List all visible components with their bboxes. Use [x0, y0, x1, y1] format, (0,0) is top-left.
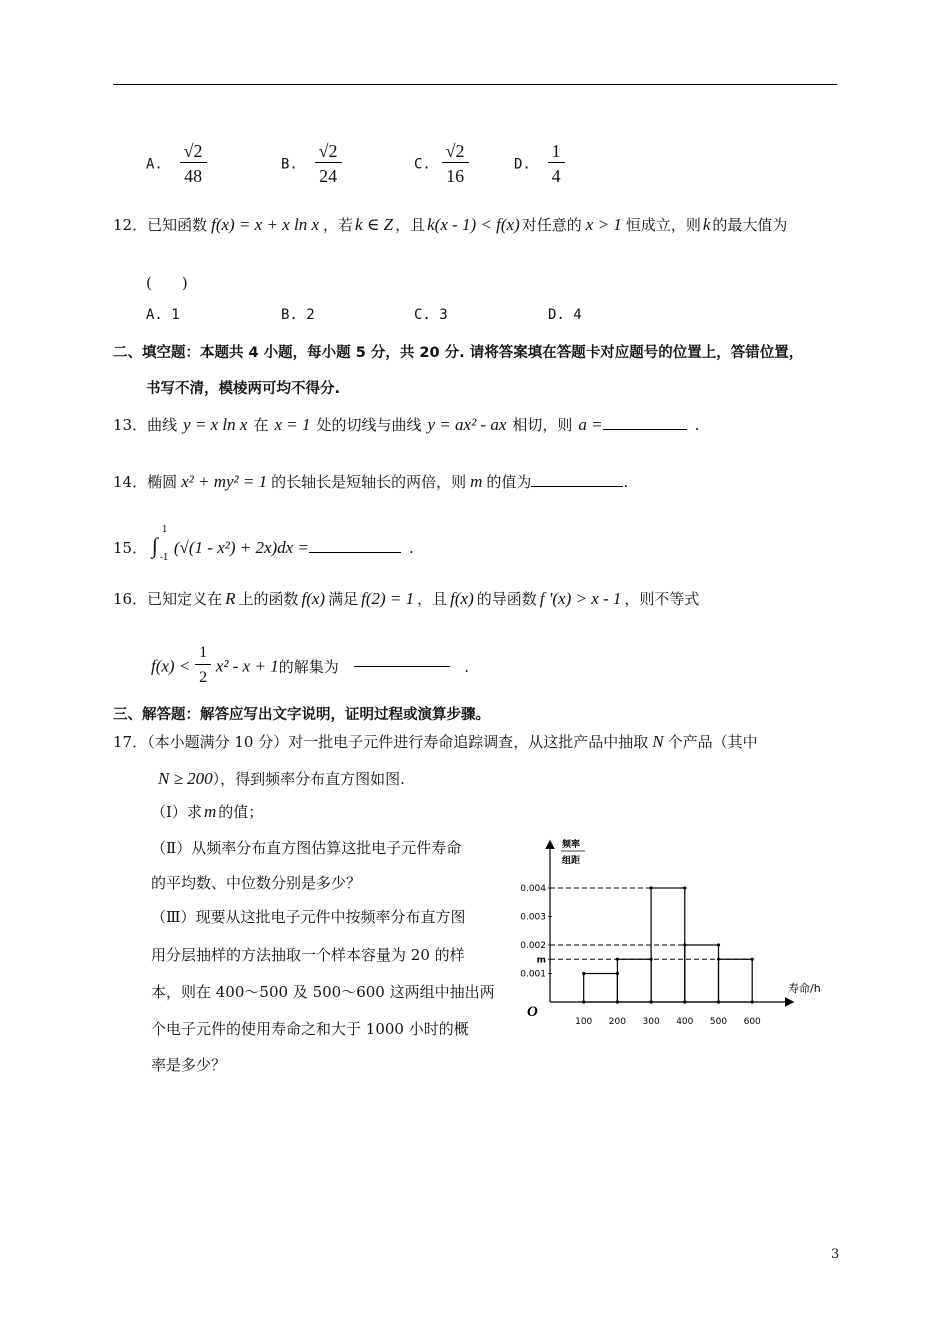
- q17-part3-line4: 个电子元件的使用寿命之和大于 1000 小时的概: [151, 1020, 469, 1038]
- histogram-bar: [719, 959, 753, 1002]
- x-tick-label: 100: [575, 1017, 593, 1027]
- bar-vertex-dot: [717, 1000, 720, 1003]
- bar-vertex-dot: [650, 1000, 653, 1003]
- histogram-bar: [685, 945, 719, 1002]
- section3-heading: 三、解答题：解答应写出文字说明，证明过程或演算步骤。: [113, 707, 490, 723]
- q17-part3-line1: （Ⅲ）现要从这批电子元件中按频率分布直方图: [151, 908, 466, 926]
- bar-vertex-dot: [616, 958, 619, 961]
- q12-stem: 12．已知函数 f(x) = x + x ln x ，若 k ∈ Z ，且 k(x - 1) < f(x) 对任意的 x > 1 恒成立，则 k 的最大值为: [113, 215, 788, 234]
- q17-part3-line3: 本，则在 400～500 及 500～600 这两组中抽出两: [151, 983, 495, 1001]
- y-tick-label: m: [536, 955, 546, 966]
- bar-vertex-dot: [683, 886, 686, 889]
- y-label-bottom: 组距: [562, 856, 581, 866]
- bar-vertex-dot: [683, 943, 686, 946]
- q17-part1: （Ⅰ）求 m 的值；: [151, 802, 264, 821]
- q14-answer-blank: [531, 486, 623, 487]
- y-tick-label: 0.002: [520, 941, 546, 951]
- q12-option-a: A. 1: [146, 307, 180, 323]
- q17-part3-line5: 率是多少？: [151, 1056, 227, 1074]
- bar-vertex-dot: [751, 1000, 754, 1003]
- bar-vertex-dot: [582, 972, 585, 975]
- x-tick-label: 200: [608, 1017, 626, 1027]
- histogram-bar: [617, 959, 651, 1002]
- q11-option-b: B. $\frac{√2}{24}$: [281, 140, 342, 189]
- section2-heading: 二、填空题：本题共 4 小题，每小题 5 分，共 20 分. 请将答案填在答题卡对应题号的位置上，答错位置，: [113, 345, 804, 361]
- q15-answer-blank: [309, 552, 401, 553]
- q16-inequality: f(x) < $\frac{1}{2}$ x² - x + 1的解集为 .: [151, 644, 470, 686]
- bar-vertex-dot: [616, 1000, 619, 1003]
- q12-option-d: D. 4: [548, 307, 582, 323]
- y-tick-label: 0.003: [520, 912, 546, 923]
- bar-vertex-dot: [717, 958, 720, 961]
- q17-stem-cont: N ≥ 200），得到频率分布直方图如图.: [158, 769, 405, 788]
- x-axis-label: 寿命/h: [788, 982, 821, 995]
- page-number: 3: [831, 1247, 840, 1262]
- histogram-bar: [584, 974, 618, 1003]
- q11-option-d: D. $\frac{1}{4}$: [514, 140, 565, 189]
- frequency-histogram: [500, 830, 840, 1030]
- bar-vertex-dot: [650, 886, 653, 889]
- bar-vertex-dot: [582, 1000, 585, 1003]
- q11-option-a: A. $\frac{√2}{48}$: [146, 140, 207, 189]
- q11-option-c: C. $\frac{√2}{16}$: [414, 140, 469, 189]
- header-rule: [113, 84, 837, 85]
- q16-stem: 16．已知定义在 R 上的函数 f(x) 满足 f(2) = 1 ，且 f(x) 的导函数 f '(x) > x - 1 ，则不等式: [113, 589, 700, 608]
- x-tick-label: 500: [709, 1017, 728, 1027]
- x-tick-label: 300: [642, 1017, 660, 1027]
- q15: 15． ∫ 1 -1 (√(1 - x²) + 2x)dx = .: [113, 525, 414, 563]
- q17-part3-line2: 用分层抽样的方法抽取一个样本容量为 20 的样: [151, 946, 465, 964]
- q12-option-b: B. 2: [281, 307, 315, 323]
- q12-paren: ( ): [146, 274, 188, 292]
- x-tick-label: 600: [743, 1017, 761, 1027]
- y-label-top: 频率: [562, 840, 581, 850]
- q16-answer-blank: [354, 666, 450, 667]
- q17-stem: 17．（本小题满分 10 分）对一批电子元件进行寿命追踪调查，从这批产品中抽取 N 个产品（其中: [113, 732, 758, 751]
- bar-vertex-dot: [717, 943, 720, 946]
- q14: 14．椭圆 x² + my² = 1 的长轴长是短轴长的两倍，则 m 的值为 .: [113, 472, 629, 491]
- y-tick-label: 0.004: [520, 884, 546, 894]
- y-tick-label: 0.001: [520, 969, 546, 980]
- section2-heading-cont: 书写不清，模棱两可均不得分.: [146, 381, 341, 397]
- origin-label: O: [527, 1004, 538, 1020]
- q17-part2-line2: 的平均数、中位数分别是多少？: [151, 874, 362, 892]
- q17-part2-line1: （Ⅱ）从频率分布直方图估算这批电子元件寿命: [151, 839, 462, 857]
- bar-vertex-dot: [751, 958, 754, 961]
- x-tick-label: 400: [676, 1017, 694, 1027]
- bar-vertex-dot: [683, 1000, 686, 1003]
- q13: 13．曲线 y = x ln x 在 x = 1 处的切线与曲线 y = ax² - ax 相切，则 a = .: [113, 415, 700, 434]
- q12-option-c: C. 3: [414, 307, 448, 323]
- q13-answer-blank: [603, 429, 687, 430]
